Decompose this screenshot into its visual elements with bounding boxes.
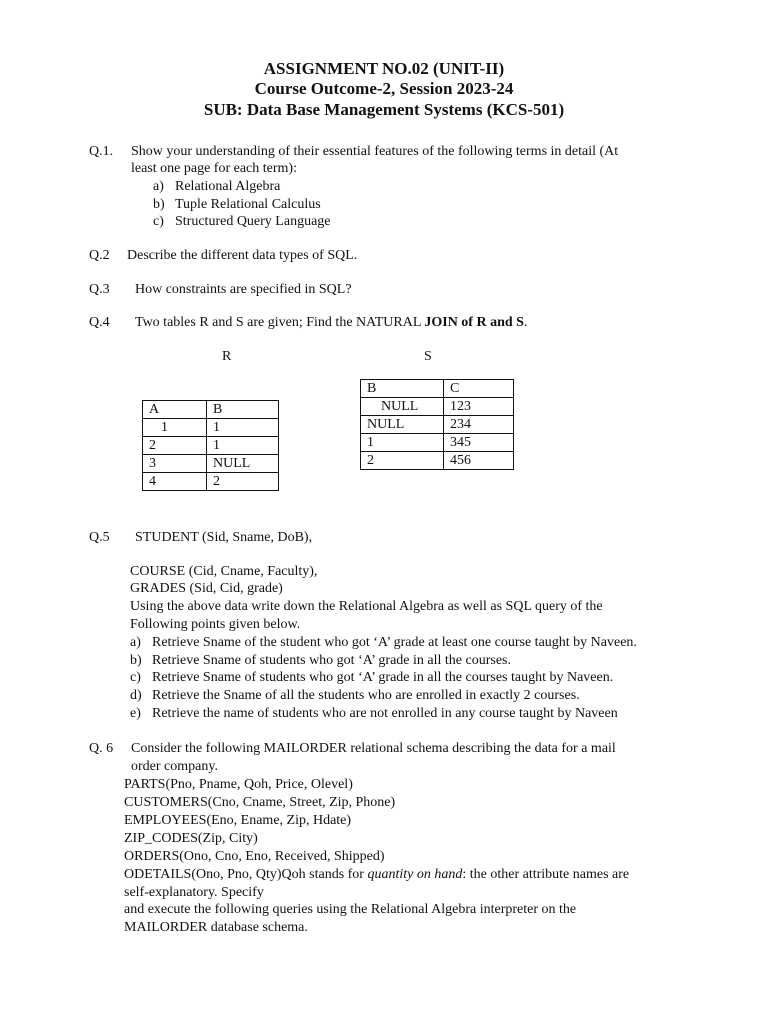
q5-line-1: STUDENT (Sid, Sname, DoB), (135, 530, 313, 545)
q1-line-1: Show your understanding of their essential features of the following terms in detail (At (131, 144, 619, 159)
table-r-header-cell: A (143, 401, 207, 419)
q6-schema-zip-codes: ZIP_CODES(Zip, City) (124, 831, 258, 846)
q6-schema-employees: EMPLOYEES(Eno, Ename, Zip, Hdate) (124, 813, 352, 828)
table-cell: 1 (207, 437, 279, 455)
table-s-header-cell: C (444, 380, 514, 398)
table-cell: NULL (361, 398, 444, 416)
q5-item-a-text: Retrieve Sname of the student who got ‘A’ grade at least one course taught by Naveen. (152, 635, 637, 650)
q5-line-5: Following points given below. (130, 617, 301, 632)
table-cell: 1 (361, 434, 444, 452)
q1-item-b-text: Tuple Relational Calculus (175, 197, 321, 212)
q1-item-a-label: a) (153, 179, 164, 194)
table-cell: 345 (444, 434, 514, 452)
q3-text: How constraints are specified in SQL? (135, 282, 352, 297)
q1-item-c-text: Structured Query Language (175, 214, 331, 229)
table-cell: 4 (143, 473, 207, 491)
table-s-header-cell: B (361, 380, 444, 398)
q6-odetails-italic: quantity on hand (367, 867, 463, 882)
table-r-title: R (222, 349, 232, 364)
q5-line-4: Using the above data write down the Relational Algebra as well as SQL query of the (130, 599, 603, 614)
table-row (143, 419, 279, 437)
table-row (143, 455, 279, 473)
q5-item-e-text: Retrieve the name of students who are not enrolled in any course taught by Naveen (152, 706, 618, 721)
table-row (361, 398, 514, 416)
q6-line-exec-1: and execute the following queries using the Relational Algebra interpreter on the (124, 902, 577, 917)
q5-item-c-label: c) (130, 670, 141, 685)
q5-item-a-label: a) (130, 635, 141, 650)
table-cell: 3 (143, 455, 207, 473)
table-row (143, 437, 279, 455)
q5-item-b-text: Retrieve Sname of students who got ‘A’ grade in all the courses. (152, 653, 511, 668)
table-row (143, 473, 279, 491)
q6-schema-customers: CUSTOMERS(Cno, Cname, Street, Zip, Phone) (124, 795, 396, 810)
q1-item-c-label: c) (153, 214, 164, 229)
q4-text (135, 314, 527, 332)
q1-item-b-label: b) (153, 197, 165, 212)
table-s-title: S (424, 349, 432, 364)
q4-number: Q.4 (89, 315, 110, 330)
q5-item-b-label: b) (130, 653, 142, 668)
q6-line-2: order company. (131, 759, 218, 774)
q2-text: Describe the different data types of SQL. (127, 248, 358, 263)
q6-line-self: self-explanatory. Specify (124, 885, 264, 900)
table-cell: NULL (361, 416, 444, 434)
table-cell: 2 (207, 473, 279, 491)
table-row (361, 452, 514, 470)
q1-number: Q.1. (89, 144, 114, 159)
table-row (361, 434, 514, 452)
q5-line-2: COURSE (Cid, Cname, Faculty), (130, 564, 318, 579)
table-r-header (143, 401, 279, 419)
table-cell: 2 (361, 452, 444, 470)
table-cell: 2 (143, 437, 207, 455)
table-s-header (361, 380, 514, 398)
table-cell: 123 (444, 398, 514, 416)
q5-item-d-text: Retrieve the Sname of all the students who are enrolled in exactly 2 courses. (152, 688, 580, 703)
q1-item-a-text: Relational Algebra (175, 179, 281, 194)
q6-line-1: Consider the following MAILORDER relational schema describing the data for a mail (131, 741, 616, 756)
q6-schema-orders: ORDERS(Ono, Cno, Eno, Received, Shipped) (124, 849, 385, 864)
q5-item-e-label: e) (130, 706, 141, 721)
q5-number: Q.5 (89, 530, 110, 545)
table-r-header-cell: B (207, 401, 279, 419)
q4-text-pre: Two tables R and S are given; Find the NATURAL (135, 315, 425, 330)
q4-text-bold: JOIN of R and S (424, 315, 524, 330)
table-cell: 1 (207, 419, 279, 437)
table-r (142, 400, 279, 491)
q3-number: Q.3 (89, 282, 110, 297)
table-cell: NULL (207, 455, 279, 473)
table-cell: 234 (444, 416, 514, 434)
q6-number: Q. 6 (89, 741, 114, 756)
q5-line-3: GRADES (Sid, Cid, grade) (130, 581, 283, 596)
q6-schema-parts: PARTS(Pno, Pname, Qoh, Price, Olevel) (124, 777, 353, 792)
q4-text-post: . (523, 315, 528, 330)
title-line-2: Course Outcome-2, Session 2023-24 (254, 79, 514, 98)
q6-odetails-pre: ODETAILS(Ono, Pno, Qty)Qoh stands for (124, 867, 368, 882)
q6-odetails-post: : the other attribute names are (462, 867, 630, 882)
table-cell: 456 (444, 452, 514, 470)
q6-odetails-line (124, 866, 629, 884)
table-s (360, 379, 514, 470)
q1-line-2: least one page for each term): (131, 161, 297, 176)
q6-line-exec-2: MAILORDER database schema. (124, 920, 308, 935)
q2-number: Q.2 (89, 248, 110, 263)
table-row (361, 416, 514, 434)
title-line-1: ASSIGNMENT NO.02 (UNIT-II) (263, 59, 505, 78)
q5-item-d-label: d) (130, 688, 142, 703)
q5-item-c-text: Retrieve Sname of students who got ‘A’ grade in all the courses taught by Naveen. (152, 670, 614, 685)
table-cell: 1 (143, 419, 207, 437)
title-line-3: SUB: Data Base Management Systems (KCS-501) (203, 100, 565, 119)
